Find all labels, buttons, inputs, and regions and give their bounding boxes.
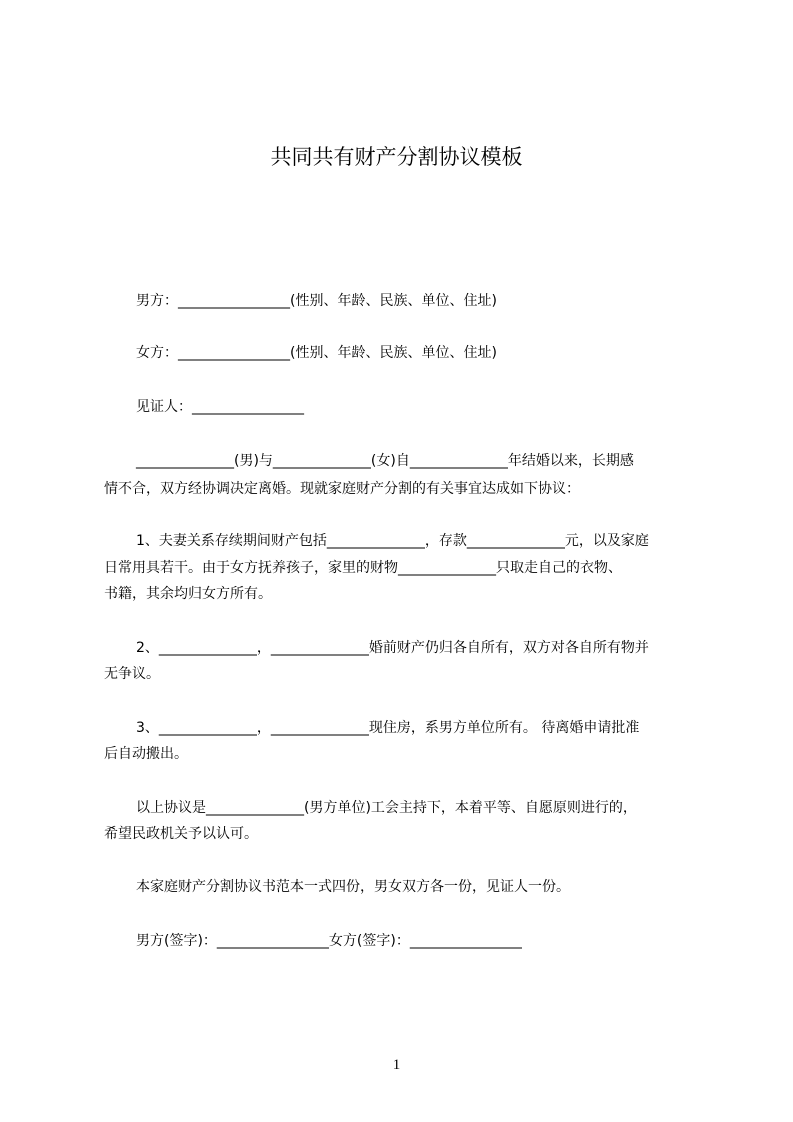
- closing-line-1: 以上协议是______________(男方单位)工会主持下，本着平等、自愿原则进行的，: [136, 800, 637, 816]
- clause-1-line-1: 1、夫妻关系存续期间财产包括______________，存款______________元，以及家庭: [136, 533, 649, 549]
- clause-2-line-2: 无争议。: [104, 666, 160, 682]
- witness-line: 见证人：________________: [136, 399, 304, 415]
- clause-1-line-3: 书籍，其余均归女方所有。: [104, 586, 272, 602]
- closing-line-2: 希望民政机关予以认可。: [104, 826, 258, 842]
- clause-3-line-1: 3、______________，______________现住房，系男方单位所有。 待离婚申请批准: [136, 720, 640, 736]
- document-title: 共同共有财产分割协议模板: [270, 145, 523, 169]
- signature-line: 男方(签字)：________________女方(签字)：________________: [136, 933, 522, 949]
- intro-line-1: ______________(男)与______________(女)自______________年结婚以来，长期感: [136, 453, 634, 469]
- party-female-line: 女方：________________(性别、年龄、民族、单位、住址): [136, 345, 497, 361]
- clause-3-line-2: 后自动搬出。: [104, 746, 188, 762]
- page-number: 1: [392, 1057, 401, 1073]
- clause-2-line-1: 2、______________，______________婚前财产仍归各自所有，双方对各自所有物并: [136, 640, 649, 656]
- clause-1-line-2: 日常用具若干。由于女方抚养孩子，家里的财物______________只取走自己的衣物、: [104, 560, 622, 576]
- copies-line: 本家庭财产分割协议书范本一式四份，男女双方各一份，见证人一份。: [136, 879, 570, 895]
- intro-line-2: 情不合，双方经协调决定离婚。现就家庭财产分割的有关事宜达成如下协议：: [104, 481, 580, 497]
- party-male-line: 男方：________________(性别、年龄、民族、单位、住址): [136, 293, 497, 309]
